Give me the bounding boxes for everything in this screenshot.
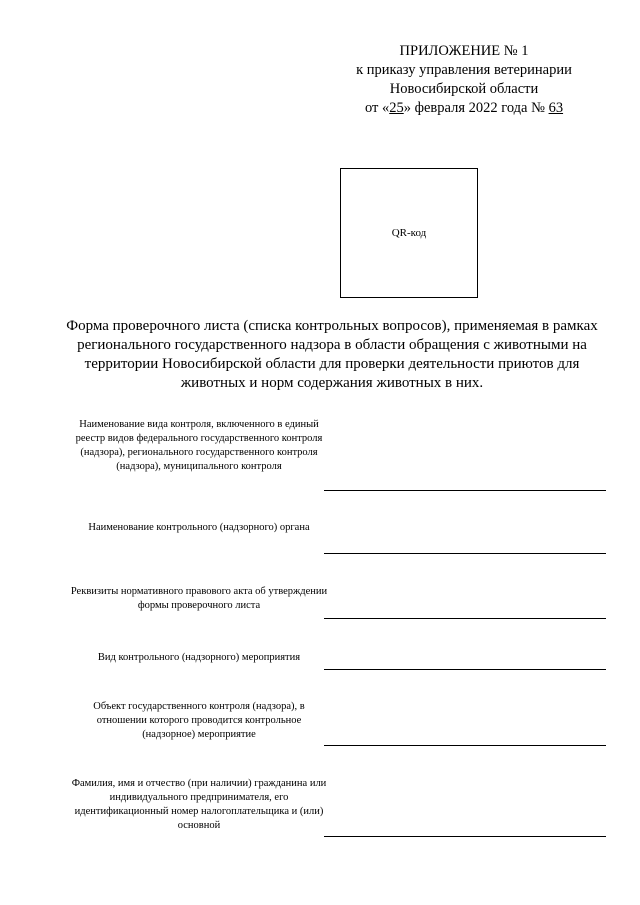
appendix-date-line (330, 99, 598, 118)
field-line-control-body[interactable] (324, 553, 606, 554)
field-label-event-type: Вид контрольного (надзорного) мероприятия (97, 652, 301, 663)
field-label-person-info: Фамилия, имя и отчество (при наличии) гражданина или индивидуального предпринимателя, его идентификационный номер налогоплательщика и (или) основной (71, 778, 327, 831)
date-middle: » февраля 2022 года № (403, 100, 549, 116)
field-label-control-object: Объект государственного контроля (надзора), в отношении которого проводится контрольное (надзорное) мероприятие (93, 701, 305, 740)
qr-code-label: QR-код (391, 227, 427, 239)
field-line-control-type[interactable] (324, 490, 606, 491)
field-line-event-type[interactable] (324, 669, 606, 670)
order-number: 63 (548, 100, 564, 116)
appendix-region-line: Новосибирской области (389, 81, 539, 97)
form-title: Форма проверочного листа (списка контрольных вопросов), применяемая в рамках регионального государственного надзора в области обращения с животными на территории Новосибирской области для проверки деятельности приютов для животных и норм содержания животных в них. (66, 318, 598, 391)
appendix-header (330, 42, 598, 118)
field-label-control-body: Наименование контрольного (надзорного) органа (88, 522, 310, 533)
date-day: 25 (389, 100, 404, 116)
field-line-control-object[interactable] (324, 745, 606, 746)
field-line-person-info[interactable] (324, 836, 606, 837)
date-prefix: от « (364, 100, 390, 116)
field-label-legal-act: Реквизиты нормативного правового акта об утверждении формы проверочного листа (70, 586, 328, 611)
appendix-order-line: к приказу управления ветеринарии (356, 62, 572, 78)
field-line-legal-act[interactable] (324, 618, 606, 619)
qr-code-box (340, 168, 478, 298)
field-label-control-type: Наименование вида контроля, включенного в единый реестр видов федерального государственного контроля (надзора), регионального государственного контроля (надзора), муниципального контроля (75, 419, 323, 472)
appendix-title: ПРИЛОЖЕНИЕ № 1 (399, 43, 529, 59)
